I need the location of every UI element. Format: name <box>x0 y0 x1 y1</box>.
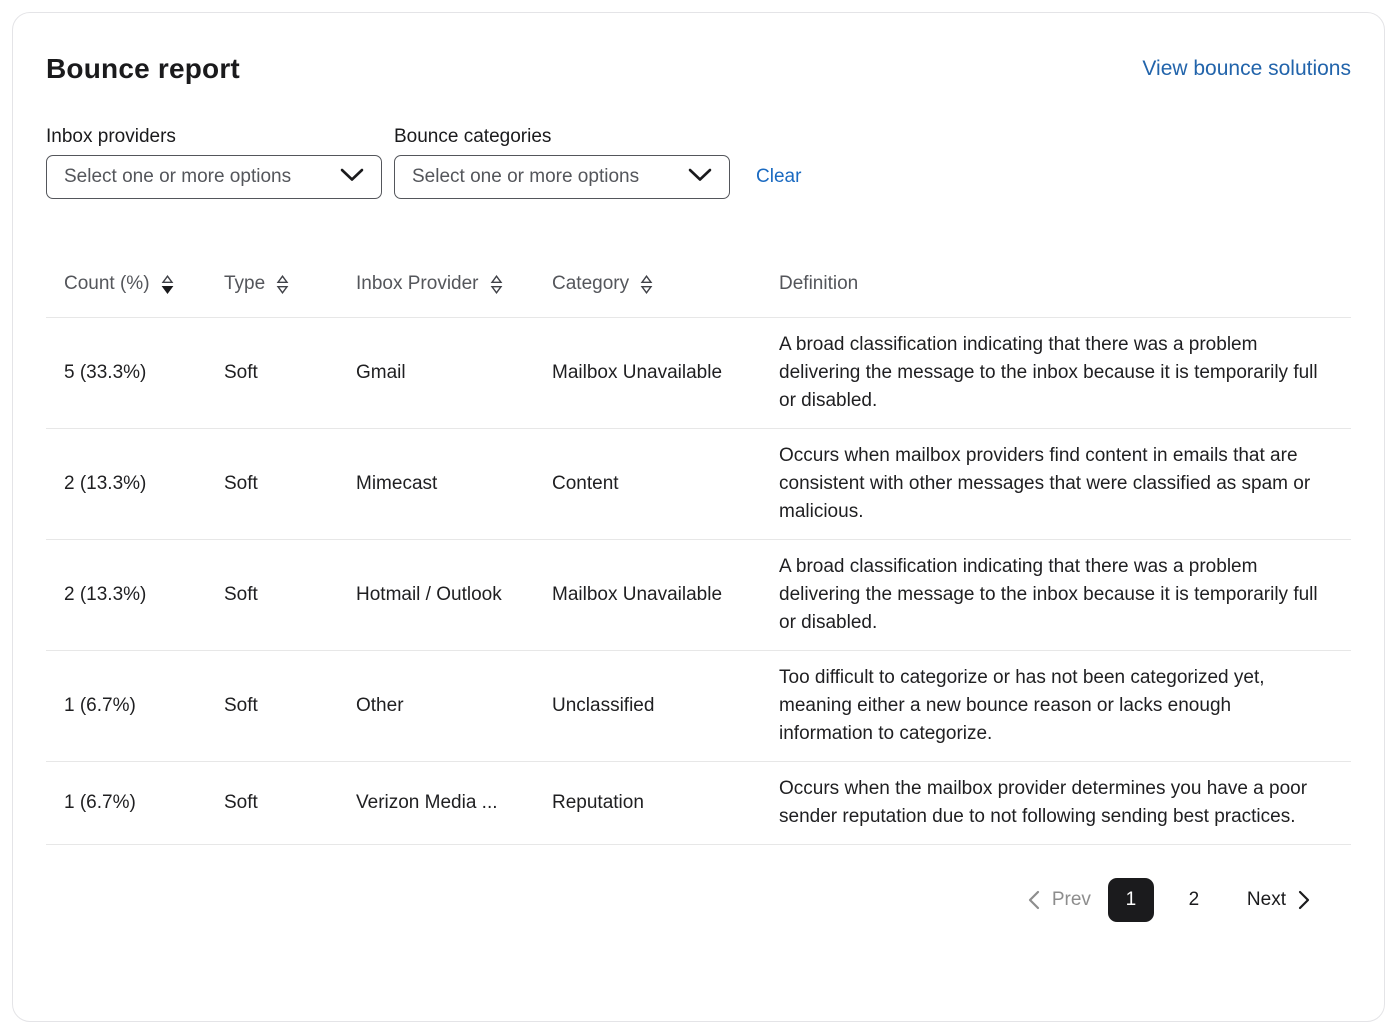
cell-definition: Too difficult to categorize or has not been categorized yet, meaning either a new bounce reason or lacks enough information to categorize. <box>761 651 1351 762</box>
cell-definition: Occurs when the mailbox provider determines you have a poor sender reputation due to not following sending best practices. <box>761 762 1351 845</box>
cell-count: 1 (6.7%) <box>46 762 206 845</box>
cell-provider: Hotmail / Outlook <box>338 540 534 651</box>
cell-definition: A broad classification indicating that there was a problem delivering the message to the inbox because it is temporarily full or disabled. <box>761 318 1351 429</box>
column-header-label: Definition <box>779 273 859 294</box>
column-header-count[interactable] <box>46 265 206 318</box>
sort-icon[interactable] <box>161 274 174 295</box>
bounce-categories-filter <box>394 126 730 199</box>
next-label: Next <box>1246 889 1286 910</box>
page-title: Bounce report <box>46 53 240 84</box>
cell-provider: Mimecast <box>338 429 534 540</box>
cell-category: Mailbox Unavailable <box>534 318 761 429</box>
table-row <box>46 762 1351 845</box>
sort-icon[interactable] <box>276 274 289 295</box>
next-page-button[interactable] <box>1247 889 1311 911</box>
cell-count: 1 (6.7%) <box>46 651 206 762</box>
column-header-inbox-provider[interactable] <box>338 265 534 318</box>
cell-category: Reputation <box>534 762 761 845</box>
cell-type: Soft <box>206 429 338 540</box>
cell-type: Soft <box>206 651 338 762</box>
cell-definition: A broad classification indicating that there was a problem delivering the message to the inbox because it is temporarily full or disabled. <box>761 540 1351 651</box>
bounce-table <box>46 265 1351 845</box>
cell-provider: Gmail <box>338 318 534 429</box>
column-header-category[interactable] <box>534 265 761 318</box>
inbox-providers-label: Inbox providers <box>46 126 176 147</box>
table-row <box>46 651 1351 762</box>
cell-count: 2 (13.3%) <box>46 429 206 540</box>
column-header-label: Inbox Provider <box>356 273 479 294</box>
page-button-1[interactable]: 1 <box>1108 878 1154 922</box>
column-header-type[interactable] <box>206 265 338 318</box>
column-header-label: Type <box>224 273 266 294</box>
column-header-definition <box>761 265 1351 318</box>
inbox-providers-select[interactable] <box>46 155 382 199</box>
chevron-down-icon <box>688 168 712 187</box>
sort-icon[interactable] <box>490 274 503 295</box>
cell-count: 5 (33.3%) <box>46 318 206 429</box>
cell-type: Soft <box>206 762 338 845</box>
column-header-label: Category <box>552 273 630 294</box>
clear-filters-link[interactable]: Clear <box>756 166 802 187</box>
column-header-label: Count (%) <box>64 273 150 294</box>
cell-type: Soft <box>206 318 338 429</box>
cell-provider: Verizon Media ... <box>338 762 534 845</box>
view-bounce-solutions-link[interactable]: View bounce solutions <box>1142 57 1351 80</box>
sort-icon[interactable] <box>640 274 653 295</box>
chevron-right-icon <box>1297 890 1311 910</box>
cell-category: Content <box>534 429 761 540</box>
inbox-providers-filter <box>46 126 382 199</box>
cell-count: 2 (13.3%) <box>46 540 206 651</box>
table-header-row <box>46 265 1351 318</box>
cell-provider: Other <box>338 651 534 762</box>
cell-type: Soft <box>206 540 338 651</box>
table-row <box>46 429 1351 540</box>
cell-definition: Occurs when mailbox providers find content in emails that are consistent with other messages that were classified as spam or malicious. <box>761 429 1351 540</box>
cell-category: Unclassified <box>534 651 761 762</box>
pagination <box>46 878 1351 922</box>
chevron-down-icon <box>340 168 364 187</box>
bounce-categories-placeholder: Select one or more options <box>412 166 640 187</box>
page-button-2[interactable]: 2 <box>1171 878 1217 922</box>
table-row <box>46 318 1351 429</box>
bounce-report-card <box>12 12 1385 1022</box>
bounce-categories-label: Bounce categories <box>394 126 552 147</box>
prev-page-button[interactable] <box>1027 889 1091 911</box>
cell-category: Mailbox Unavailable <box>534 540 761 651</box>
chevron-left-icon <box>1027 890 1041 910</box>
inbox-providers-placeholder: Select one or more options <box>64 166 292 187</box>
filters-bar <box>46 126 1351 199</box>
bounce-categories-select[interactable] <box>394 155 730 199</box>
card-header <box>46 53 1351 85</box>
prev-label: Prev <box>1051 889 1091 910</box>
table-row <box>46 540 1351 651</box>
